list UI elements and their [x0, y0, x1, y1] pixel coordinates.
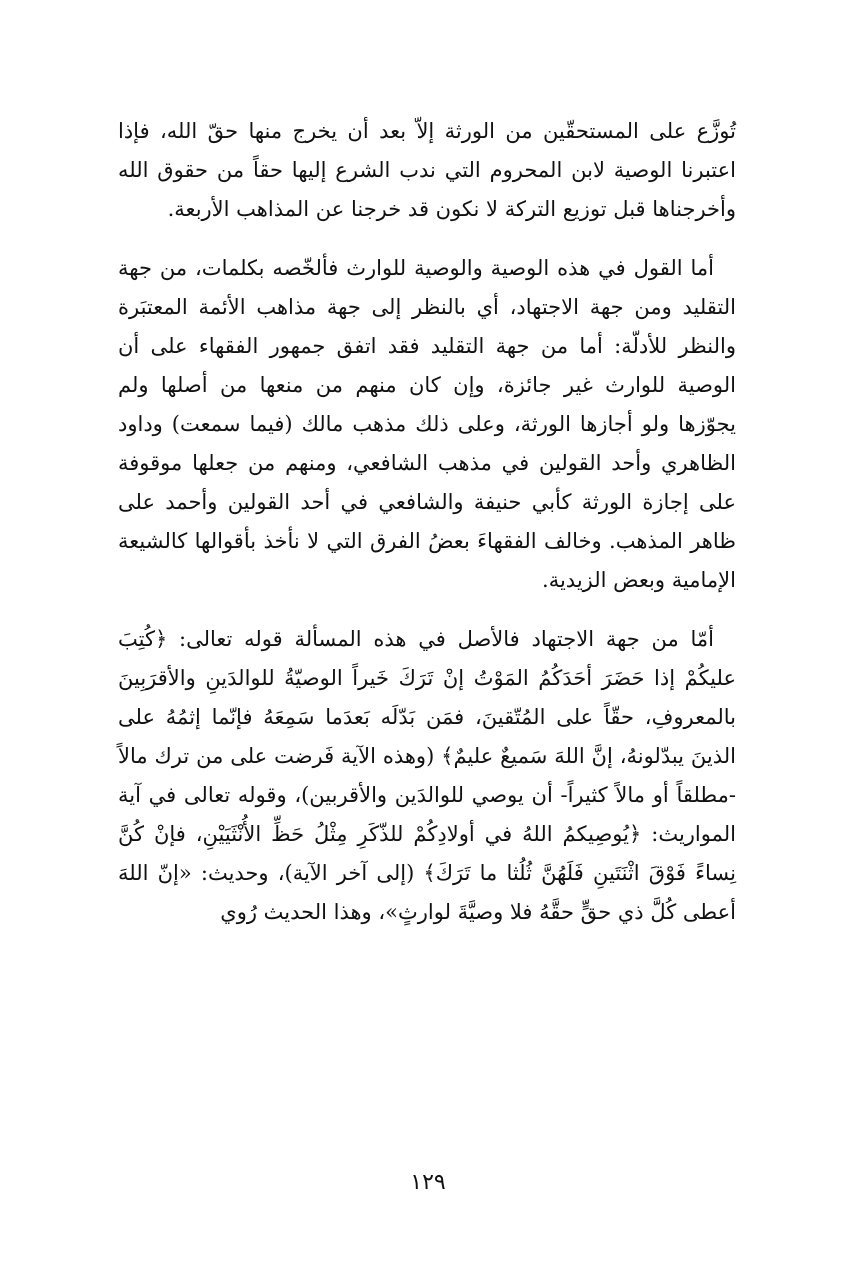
page-number: ١٢٩	[410, 1170, 446, 1195]
body-text	[118, 112, 736, 952]
paragraph-2: أما القول في هذه الوصية والوصية للوارث فألخّصه بكلمات، من جهة التقليد ومن جهة الاجتهاد، أي بالنظر إلى جهة مذاهب الأئمة المعتبَرة والنظر للأدلّة: أما من جهة التقليد فقد اتفق جمهور الفقهاء على أن الوصية للوارث غير جائزة، وإن كان منهم من منعها من أصلها ولم يجوّزها ولو أجازها الورثة، وعلى ذلك مذهب مالك (فيما سمعت) وداود الظاهري وأحد القولين في مذهب الشافعي، ومنهم من جعلها موقوفة على إجازة الورثة كأبي حنيفة والشافعي في أحد القولين وأحمد على ظاهر المذهب. وخالف الفقهاءَ بعضُ الفرق التي لا نأخذ بأقوالها كالشيعة الإمامية وبعض الزيدية.	[118, 256, 736, 592]
paragraph-3: أمّا من جهة الاجتهاد فالأصل في هذه المسألة قوله تعالى: ﴿كُتِبَ عليكُمْ إذا حَضَرَ أحَدَكُمُ المَوْتُ إنْ تَرَكَ خَيراً الوصيّةُ للوالدَينِ والأقرَبِينَ بالمعروفِ، حقّاً على المُتّقينَ، فمَن بَدّلَه بَعدَما سَمِعَهُ فإنّما إثمُهُ على الذينَ يبدّلونهُ، إنَّ اللهَ سَميعٌ عليمٌ﴾ (وهذه الآية فَرضت على من ترك مالاً -مطلقاً أو مالاً كثيراً- أن يوصي للوالدَين والأقربين)، وقوله تعالى في آية المواريث: ﴿يُوصِيكمُ اللهُ في أولادِكُمْ للذّكَرِ مِثْلُ حَظِّ الأُنْثَيَيْنِ، فإنْ كُنَّ نِساءً فَوْقَ اثْنَتَينِ فَلَهُنَّ ثُلُثا ما تَرَكَ﴾ (إلى آخر الآية)، وحديث: «إنّ اللهَ أعطى كُلَّ ذي حقٍّ حقَّهُ فلا وصيَّةَ لوارثٍ»، وهذا الحديث رُوي	[118, 627, 736, 924]
paragraph-1: تُوزَّع على المستحقّين من الورثة إلاّ بعد أن يخرج منها حقّ الله، فإذا اعتبرنا الوصية لابن المحروم التي ندب الشرع إليها حقاً من حقوق الله وأخرجناها قبل توزيع التركة لا نكون قد خرجنا عن المذاهب الأربعة.	[118, 119, 736, 221]
